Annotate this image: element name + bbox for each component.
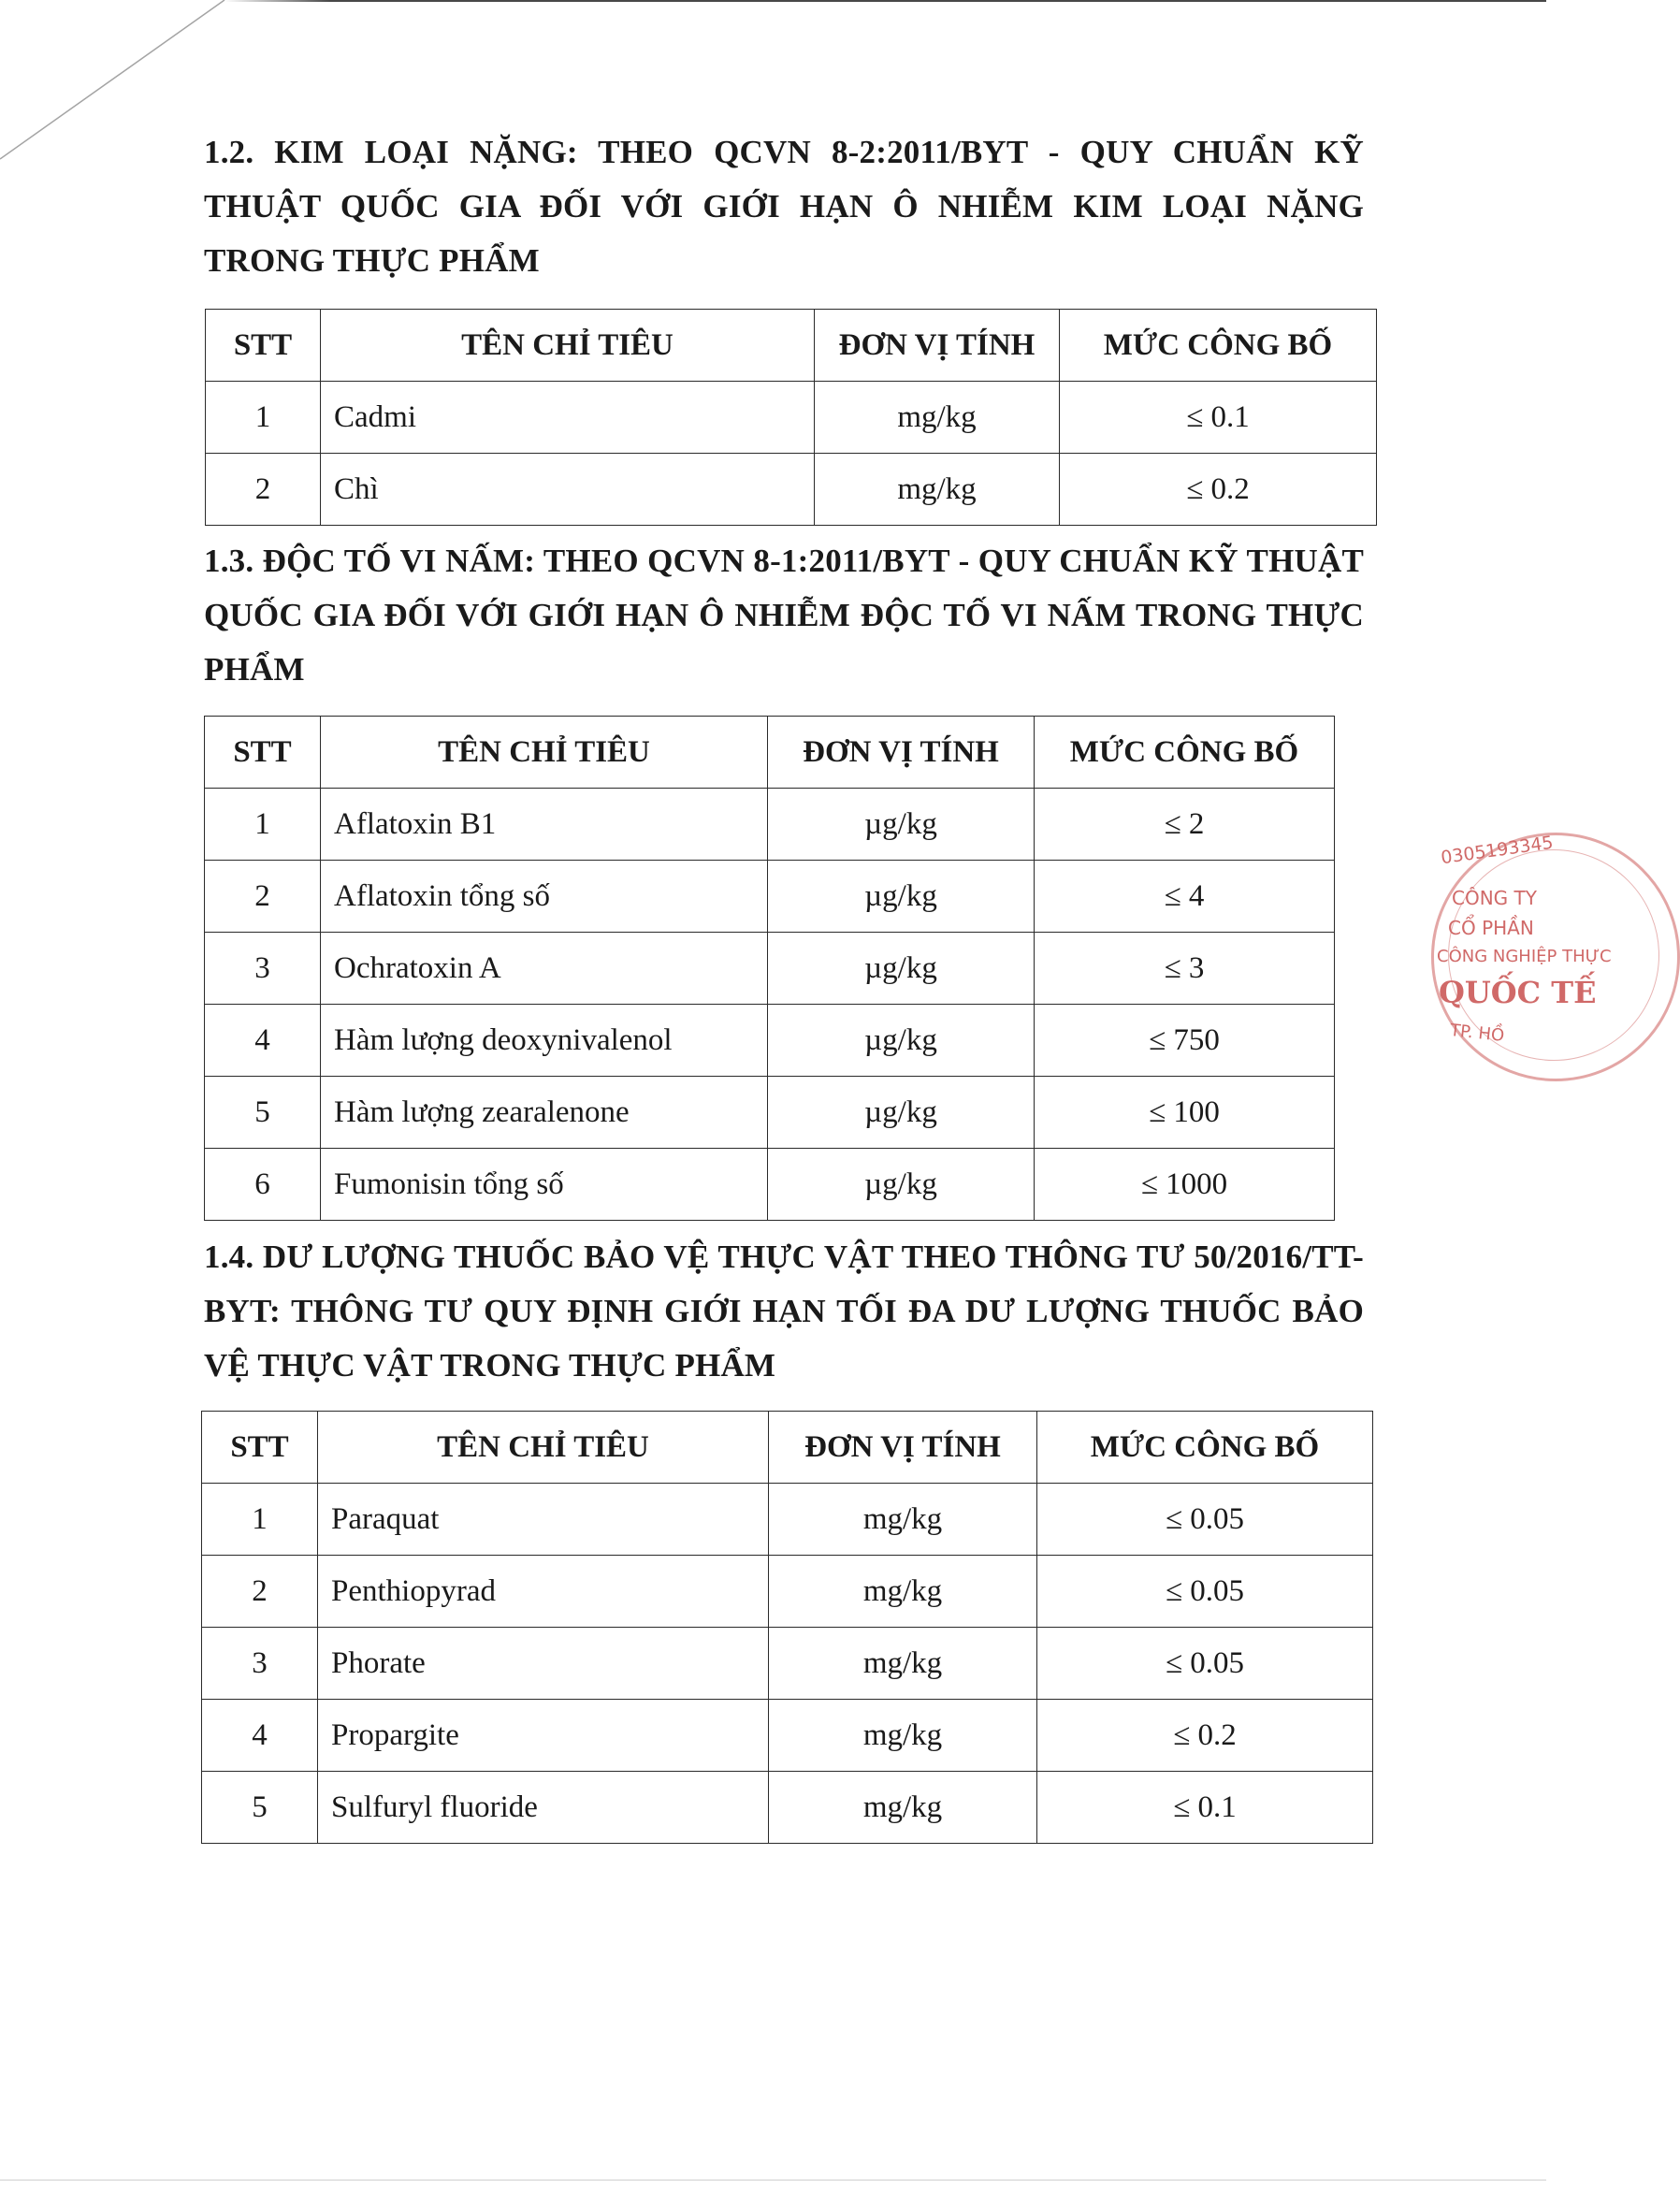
seal-tax-code: 0305193345 — [1440, 832, 1555, 869]
cell-name: Sulfuryl fluoride — [318, 1772, 769, 1844]
cell-stt: 1 — [202, 1484, 318, 1556]
table-row — [205, 1005, 1335, 1077]
seal-line-2: CỔ PHẦN — [1448, 917, 1534, 939]
cell-unit: µg/kg — [768, 933, 1035, 1005]
cell-unit: mg/kg — [815, 454, 1060, 526]
scan-edge-top — [224, 0, 1546, 2]
cell-name: Cadmi — [321, 382, 815, 454]
cell-unit: µg/kg — [768, 861, 1035, 933]
section-heading-1-4: 1.4. DƯ LƯỢNG THUỐC BẢO VỆ THỰC VẬT THEO THÔNG TƯ 50/2016/TT-BYT: THÔNG TƯ QUY ĐỊNH GIỚI HẠN TỐI ĐA DƯ LƯỢNG THUỐC BẢO VỆ THỰC VẬT TRONG THỰC PHẨM — [204, 1239, 1364, 1384]
scan-edge-bottom — [0, 2180, 1546, 2181]
table-row — [205, 789, 1335, 861]
cell-name: Hàm lượng deoxynivalenol — [321, 1005, 768, 1077]
cell-stt: 5 — [205, 1077, 321, 1149]
cell-level: ≤ 0.05 — [1037, 1628, 1373, 1700]
cell-stt: 5 — [202, 1772, 318, 1844]
cell-name: Aflatoxin B1 — [321, 789, 768, 861]
table-row — [202, 1556, 1373, 1628]
cell-unit: µg/kg — [768, 1005, 1035, 1077]
cell-stt: 4 — [205, 1005, 321, 1077]
cell-name: Fumonisin tổng số — [321, 1149, 768, 1221]
cell-name: Hàm lượng zearalenone — [321, 1077, 768, 1149]
table-row — [206, 382, 1377, 454]
cell-name: Penthiopyrad — [318, 1556, 769, 1628]
table-header-row — [206, 310, 1377, 382]
cell-name: Paraquat — [318, 1484, 769, 1556]
table-row — [202, 1772, 1373, 1844]
section-heading-1-2: 1.2. KIM LOẠI NẶNG: THEO QCVN 8-2:2011/BYT - QUY CHUẨN KỸ THUẬT QUỐC GIA ĐỐI VỚI GIỚI HẠN Ô NHIỄM KIM LOẠI NẶNG TRONG THỰC PHẨM — [204, 134, 1364, 279]
cell-stt: 2 — [205, 861, 321, 933]
scan-corner-fold — [0, 0, 234, 187]
table-row — [205, 1149, 1335, 1221]
cell-unit: mg/kg — [769, 1772, 1037, 1844]
cell-stt: 1 — [206, 382, 321, 454]
table-row — [206, 454, 1377, 526]
seal-line-5: TP. HỒ — [1449, 1021, 1506, 1046]
column-header-unit: ĐƠN VỊ TÍNH — [815, 310, 1060, 382]
column-header-name: TÊN CHỈ TIÊU — [321, 310, 815, 382]
mycotoxin-table — [204, 716, 1335, 1221]
table-row — [202, 1484, 1373, 1556]
column-header-stt: STT — [202, 1412, 318, 1484]
cell-unit: mg/kg — [769, 1700, 1037, 1772]
cell-stt: 6 — [205, 1149, 321, 1221]
cell-level: ≤ 100 — [1035, 1077, 1335, 1149]
cell-level: ≤ 0.2 — [1060, 454, 1377, 526]
cell-level: ≤ 2 — [1035, 789, 1335, 861]
column-header-name: TÊN CHỈ TIÊU — [318, 1412, 769, 1484]
cell-name: Aflatoxin tổng số — [321, 861, 768, 933]
seal-line-4: QUỐC TẾ — [1439, 975, 1597, 1010]
table-row — [205, 861, 1335, 933]
table-header-row — [202, 1412, 1373, 1484]
cell-unit: µg/kg — [768, 1077, 1035, 1149]
cell-name: Phorate — [318, 1628, 769, 1700]
cell-stt: 4 — [202, 1700, 318, 1772]
cell-stt: 2 — [202, 1556, 318, 1628]
heavy-metals-table — [205, 309, 1377, 526]
cell-level: ≤ 3 — [1035, 933, 1335, 1005]
cell-level: ≤ 1000 — [1035, 1149, 1335, 1221]
column-header-unit: ĐƠN VỊ TÍNH — [769, 1412, 1037, 1484]
table-header-row — [205, 717, 1335, 789]
cell-stt: 3 — [205, 933, 321, 1005]
cell-level: ≤ 0.2 — [1037, 1700, 1373, 1772]
cell-unit: mg/kg — [769, 1556, 1037, 1628]
cell-stt: 2 — [206, 454, 321, 526]
cell-name: Propargite — [318, 1700, 769, 1772]
cell-unit: µg/kg — [768, 789, 1035, 861]
cell-level: ≤ 0.05 — [1037, 1484, 1373, 1556]
column-header-stt: STT — [206, 310, 321, 382]
column-header-name: TÊN CHỈ TIÊU — [321, 717, 768, 789]
table-row — [202, 1628, 1373, 1700]
table-row — [202, 1700, 1373, 1772]
cell-unit: mg/kg — [815, 382, 1060, 454]
cell-name: Ochratoxin A — [321, 933, 768, 1005]
table-row — [205, 933, 1335, 1005]
cell-name: Chì — [321, 454, 815, 526]
cell-level: ≤ 0.05 — [1037, 1556, 1373, 1628]
seal-line-3: CÔNG NGHIỆP THỰC — [1437, 947, 1612, 966]
column-header-level: MỨC CÔNG BỐ — [1037, 1412, 1373, 1484]
column-header-unit: ĐƠN VỊ TÍNH — [768, 717, 1035, 789]
section-heading-1-3: 1.3. ĐỘC TỐ VI NẤM: THEO QCVN 8-1:2011/BYT - QUY CHUẨN KỸ THUẬT QUỐC GIA ĐỐI VỚI GIỚI HẠN Ô NHIỄM ĐỘC TỐ VI NẤM TRONG THỰC PHẨM — [204, 543, 1364, 688]
cell-stt: 3 — [202, 1628, 318, 1700]
cell-level: ≤ 0.1 — [1060, 382, 1377, 454]
column-header-stt: STT — [205, 717, 321, 789]
cell-level: ≤ 4 — [1035, 861, 1335, 933]
seal-line-1: CÔNG TY — [1452, 887, 1537, 909]
cell-level: ≤ 750 — [1035, 1005, 1335, 1077]
column-header-level: MỨC CÔNG BỐ — [1035, 717, 1335, 789]
cell-unit: mg/kg — [769, 1484, 1037, 1556]
company-seal — [1412, 823, 1612, 1104]
cell-unit: mg/kg — [769, 1628, 1037, 1700]
cell-stt: 1 — [205, 789, 321, 861]
column-header-level: MỨC CÔNG BỐ — [1060, 310, 1377, 382]
cell-level: ≤ 0.1 — [1037, 1772, 1373, 1844]
cell-unit: µg/kg — [768, 1149, 1035, 1221]
table-row — [205, 1077, 1335, 1149]
pesticide-residue-table — [201, 1411, 1373, 1844]
